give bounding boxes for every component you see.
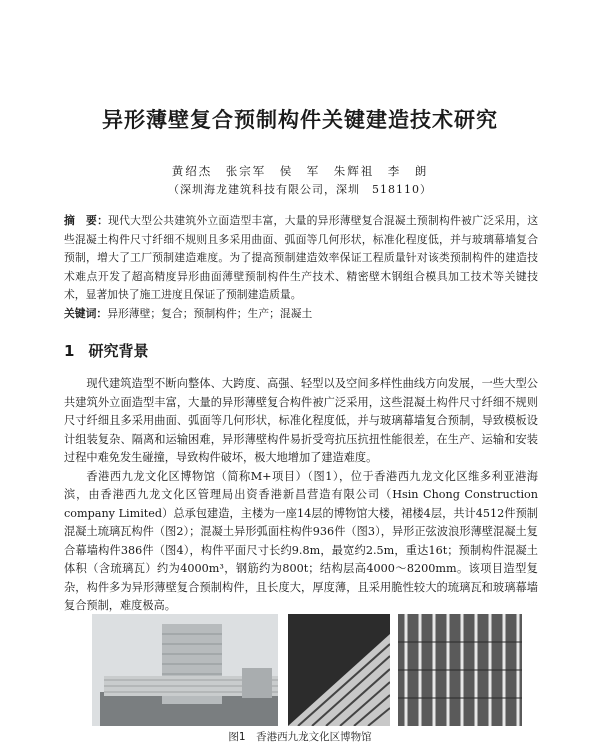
museum-photo xyxy=(92,614,278,726)
keywords xyxy=(64,306,538,321)
abstract-text: 现代大型公共建筑外立面造型丰富，大量的异形薄壁复合混凝土预制构件被广泛采用，这些混凝土构件尺寸纤细不规则且多采用曲面、弧面等几何形状，标准化程度低，并与玻璃幕墙复合预制，增大了工厂预制建造难度。为了提高预制建造效率保证工程质量针对该类预制构件的建造技术难点开发了超高精度异形曲面薄壁预制构件生产技术、精密壁木钢组合模具加工技术等关键技术，显著加快了施工进度且保证了预制建造质量。 xyxy=(64,214,539,301)
keywords-text: 异形薄壁；复合；预制构件；生产；混凝土 xyxy=(107,307,313,320)
construction-photo xyxy=(288,614,390,726)
figure-caption: 图1 香港西九龙文化区博物馆 xyxy=(228,731,372,743)
facade-photo xyxy=(398,614,522,726)
abstract xyxy=(64,212,538,305)
figure-1-photos xyxy=(92,614,522,726)
paper-title: 异形薄壁复合预制构件关键建造技术研究 xyxy=(102,108,498,132)
abstract-label: 摘 要： xyxy=(64,214,109,227)
keywords-label: 关键词： xyxy=(64,307,108,320)
paragraph: 香港西九龙文化区博物馆（简称M+项目）（图1），位于香港西九龙文化区维多利亚港海滨，由香港西九龙文化区管理局出资香港新昌营造有限公司（Hsin Chong Construction company Limited）总承包建造，主楼为一座14层的博物馆大楼，裙楼4层，共计4512件预制混凝土琉璃瓦构件（图2）；混凝土异形弧面柱构件936件（图3），异形正弦波浪形薄壁混凝土复合幕墙构件386件（图4），构件平面尺寸长约9.8m，最宽约2.5m，重达16t；预制构件混凝土体积（含琉璃瓦）约为4000m³，钢筋约为800t；结构层高4000～8200mm。该项目造型复杂，构件多为异形薄壁复合预制构件，且长度大，厚度薄，且采用脆性较大的琉璃瓦和玻璃幕墙复合预制，难度极高。 xyxy=(64,469,538,612)
affiliation: （深圳海龙建筑科技有限公司，深圳 518110） xyxy=(168,183,432,196)
section-heading xyxy=(64,340,148,361)
author-list: 黄绍杰 张宗军 侯 军 朱辉祖 李 朗 xyxy=(171,164,429,178)
section-title: 研究背景 xyxy=(88,342,149,360)
body-text xyxy=(64,375,538,616)
paragraph: 现代建筑造型不断向整体、大跨度、高强、轻型以及空间多样性曲线方向发展，一些大型公共建筑外立面造型丰富，大量的异形薄壁复合构件被广泛采用，这些混凝土构件尺寸纤细不规则尺寸纤细且多采用曲面、弧面等几何形状，标准化程度低，并与玻璃幕墙复合预制，导致模板设计组装复杂、隔离和运输困难，异形薄壁构件易折受弯抗压抗扭性能很差，在生产、运输和安装过程中难免发生碰撞，导致构件破坏，极大地增加了建造难度。 xyxy=(64,377,538,464)
section-number: 1 xyxy=(64,342,75,360)
